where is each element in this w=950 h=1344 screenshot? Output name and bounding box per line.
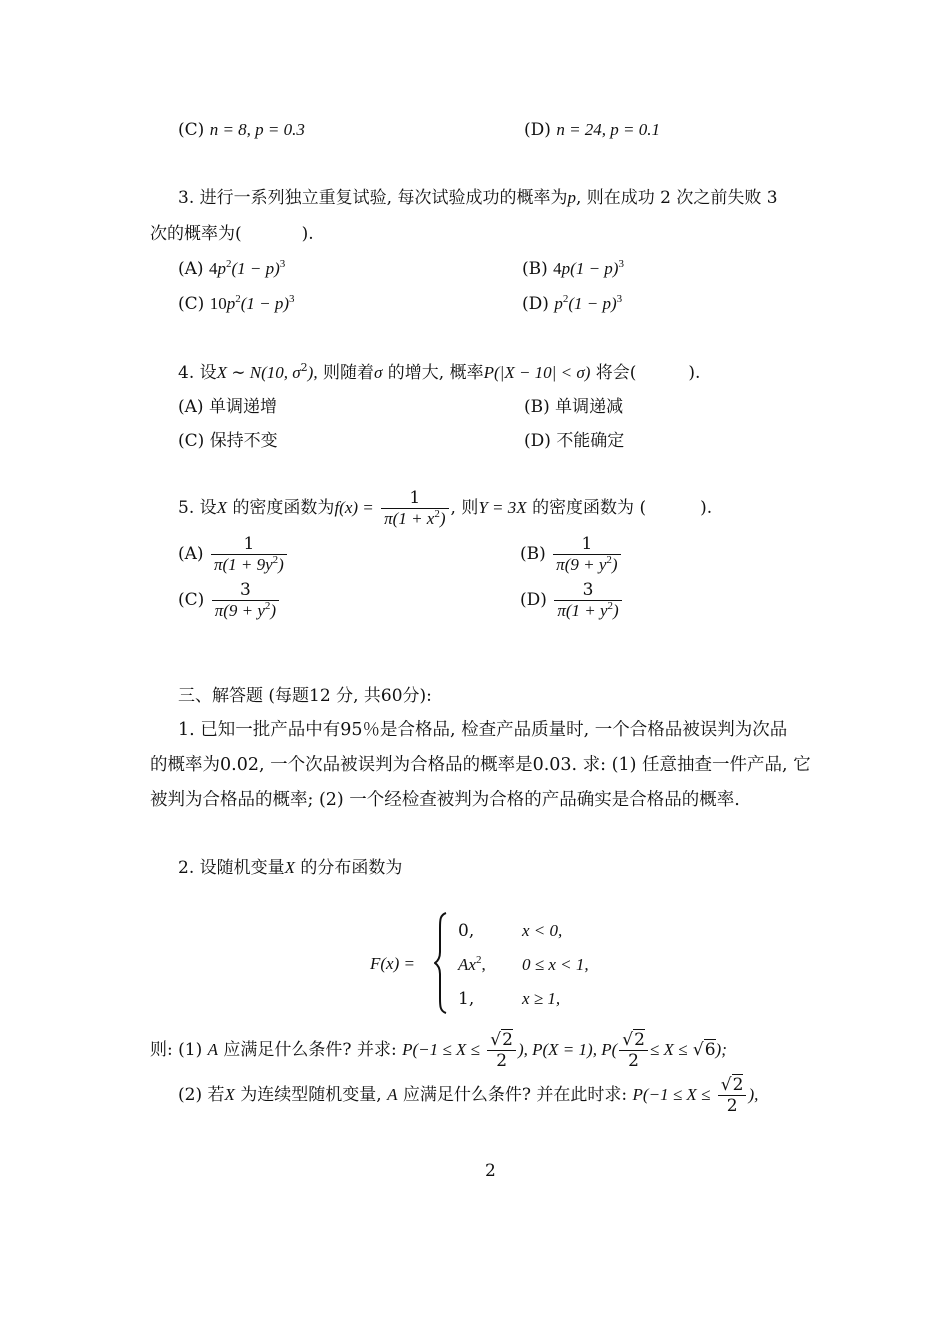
q5-stem: 5. 设X 的密度函数为f(x) = $\frac{1}{\pi(1 + x^2)}$ , 则Y = 3X 的密度函数为 ( ).: [178, 488, 713, 528]
q4-option-a: (A) 单调递增: [178, 397, 277, 417]
q3-stem-line1: 3. 进行一系列独立重复试验, 每次试验成功的概率为p, 则在成功 2 次之前失败 3: [178, 188, 778, 208]
piecewise-lhs: F(x) =: [370, 954, 415, 973]
section-heading: 三、解答题 (每题12 分, 共60分):: [178, 686, 432, 706]
q3-option-c: (C) $10p^2(1 - p)^3$: [178, 293, 295, 314]
problem2-part2: (2) 若X 为连续型随机变量, A 应满足什么条件? 并在此时求: P(−1 ≤ X ≤ $\frac{√2}{2}$ ),: [178, 1075, 759, 1116]
q2-option-c: (C) n = 8, p = 0.3: [178, 120, 305, 140]
q5-option-a: (A) $\frac{1}{\pi(1 + 9y^2)}$: [178, 534, 289, 575]
q3-option-d: (D) $p^2(1 - p)^3$: [522, 293, 623, 314]
q3-option-b: (B) $4p(1 - p)^3$: [522, 258, 624, 279]
q5-option-d: (D) $\frac{3}{\pi(1 + y^2)}$: [520, 580, 624, 621]
problem1-line3: 被判为合格品的概率; (2) 一个经检查被判为合格的产品确实是合格品的概率.: [150, 790, 740, 810]
q5-option-c: (C) $\frac{3}{\pi(9 + y^2)}$: [178, 580, 281, 621]
problem1-line1: 1. 已知一批产品中有95％是合格品, 检查产品质量时, 一个合格品被误判为次品: [178, 720, 788, 740]
piecewise-brace: [434, 912, 448, 1014]
q5-option-b: (B) $\frac{1}{\pi(9 + y^2)}$: [520, 534, 623, 575]
q4-option-b: (B) 单调递减: [524, 397, 624, 417]
q3-stem-line2: 次的概率为( ).: [150, 224, 314, 244]
problem2-intro: 2. 设随机变量X 的分布函数为: [178, 858, 403, 878]
q4-stem: 4. 设X ∼ N(10, $\sigma^2$), 则随着σ 的增大, 概率P(|X − 10| < σ) 将会( ).: [178, 361, 701, 383]
q4-option-c: (C) 保持不变: [178, 431, 278, 451]
q4-option-d: (D) 不能确定: [524, 431, 625, 451]
problem2-part1: 则: (1) A 应满足什么条件? 并求: P(−1 ≤ X ≤ $\frac{√2}{2}$ ), P(X = 1), P( $\frac{√2}{2}$ ≤ X ≤ √6);: [150, 1030, 727, 1071]
q2-option-d: (D) n = 24, p = 0.1: [524, 120, 661, 140]
document-page: (C) n = 8, p = 0.3 (D) n = 24, p = 0.1 3. 进行一系列独立重复试验, 每次试验成功的概率为p, 则在成功 2 次之前失败 3 次的概率为( ). (A) $4p^2(1 - p)^3$ (B) $4p(1 - p)^3$ (C) $10p^2(1 - p)^3$ (D) $p^2(1 - p)^3$ 4. 设X ∼ N(10, $\sigma^2$), 则随着σ 的增大, 概率P(|X − 10| < σ) 将会( ). (A) 单调递增 (B) 单调递减 (C) 保持不变 (D) 不能确定 5. 设X 的密度函数为f(x) = $\frac{1}{\pi(1 + x^2)}$ , 则Y = 3X 的密度函数为 ( ). (A) $\frac{1}{\pi(1 + 9y^2)}$ (B) $\frac{1}{\pi(9 + y^2)}$ (C) $\frac{3}{\pi(9 + y^2)}$ (D) $\frac{3}{\pi(1 + y^2)}$ 三、解答题 (每题12 分, 共60分): 1. 已知一批产品中有95％是合格品, 检查产品质量时, 一个合格品被误判为次品 的概率为0.02, 一个次品被误判为合格品的概率是0.03. 求: (1) 任意抽查一件产品, 它 被判为合格品的概率; (2) 一个经检查被判为合格的产品确实是合格品的概率. 2. 设随机变量X 的分布函数为 F(x) = 0, x < 0, Ax$^2$, 0 ≤ x < 1, 1, x ≥ 1, 则: (1) A 应满足什么条件? 并求: P(−1 ≤ X ≤ $\frac{√2}{2}$ ), P(X = 1), P( $\frac{√2}{2}$ ≤ X ≤ √6); (2) 若X 为连续型随机变量, A 应满足什么条件? 并在此时求: P(−1 ≤ X ≤ $\frac{√2}{2}$ ), 2: [150, 120, 811, 1181]
density-fraction: $\frac{1}{\pi(1 + x^2)}$: [381, 488, 448, 529]
problem1-line2: 的概率为0.02, 一个次品被误判为合格品的概率是0.03. 求: (1) 任意抽查一件产品, 它: [150, 755, 811, 775]
page-number: 2: [485, 1161, 496, 1181]
q3-option-a: (A) $4p^2(1 - p)^3$: [178, 258, 286, 279]
